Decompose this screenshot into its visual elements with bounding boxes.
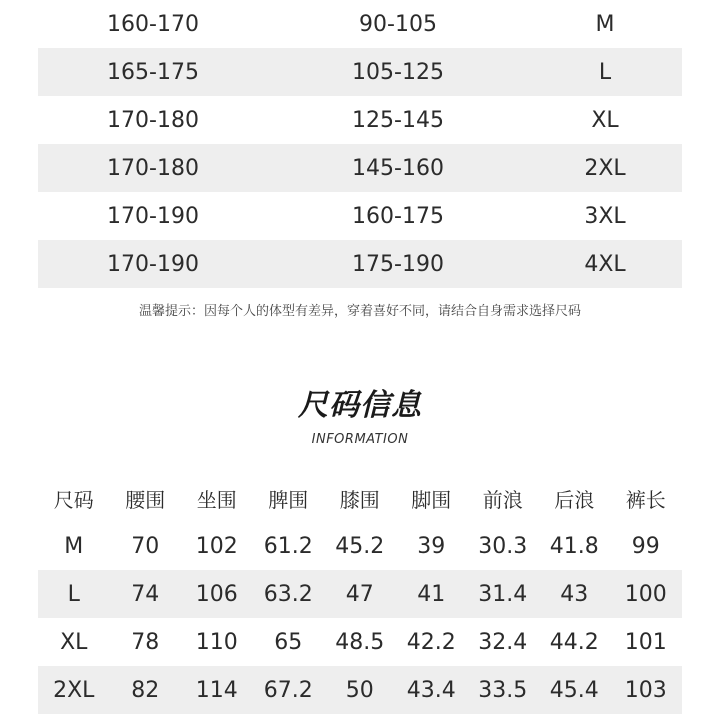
table-cell: 41 <box>417 581 446 607</box>
table-row <box>38 192 682 240</box>
table-cell: 48.5 <box>335 629 385 655</box>
weight-cell: 90-105 <box>359 11 437 37</box>
size-cell: 3XL <box>584 203 626 229</box>
table-cell: 65 <box>274 629 303 655</box>
table-cell: 30.3 <box>478 533 528 559</box>
weight-cell: 125-145 <box>352 107 444 133</box>
size-cell: M <box>595 11 615 37</box>
table-row <box>38 240 682 288</box>
size-cell: 2XL <box>584 155 626 181</box>
table-row <box>38 522 682 570</box>
weight-cell: 160-175 <box>352 203 444 229</box>
column-header: 腰围 <box>125 487 166 512</box>
table-cell: 67.2 <box>263 677 313 703</box>
fit-tip-text: 温馨提示：因每个人的体型有差异，穿着喜好不同，请结合自身需求选择尺码 <box>138 304 581 319</box>
column-header: 裤长 <box>625 487 666 512</box>
table-cell: 32.4 <box>478 629 528 655</box>
table-cell: 45.2 <box>335 533 385 559</box>
table-cell: 102 <box>195 533 238 559</box>
height-cell: 170-180 <box>107 155 199 181</box>
table-cell: M <box>64 533 84 559</box>
table-cell: 31.4 <box>478 581 528 607</box>
table-cell: 47 <box>345 581 374 607</box>
table-row <box>38 48 682 96</box>
table-header-row <box>38 474 682 522</box>
table-cell: 41.8 <box>549 533 599 559</box>
weight-cell: 175-190 <box>352 251 444 277</box>
weight-cell: 105-125 <box>352 59 444 85</box>
height-cell: 170-190 <box>107 251 199 277</box>
table-cell: 45.4 <box>549 677 599 703</box>
table-cell: 74 <box>131 581 160 607</box>
size-cell: XL <box>591 107 619 133</box>
height-cell: 170-180 <box>107 107 199 133</box>
section-subtitle: INFORMATION <box>311 432 409 447</box>
column-header: 脾围 <box>268 487 309 512</box>
size-cell: 4XL <box>584 251 626 277</box>
size-info-table <box>38 474 682 714</box>
weight-cell: 145-160 <box>352 155 444 181</box>
table-cell: 99 <box>631 533 660 559</box>
table-cell: L <box>67 581 80 607</box>
table-row <box>38 144 682 192</box>
table-cell: 61.2 <box>263 533 313 559</box>
table-cell: 82 <box>131 677 160 703</box>
size-cell: L <box>598 59 612 85</box>
table-cell: 2XL <box>53 677 95 703</box>
table-cell: 44.2 <box>549 629 599 655</box>
table-row <box>38 666 682 714</box>
table-cell: 63.2 <box>263 581 313 607</box>
table-cell: 39 <box>417 533 446 559</box>
column-header: 膝围 <box>339 487 380 512</box>
table-cell: 42.2 <box>406 629 456 655</box>
table-cell: 50 <box>345 677 374 703</box>
column-header: 坐围 <box>196 487 237 512</box>
table-cell: 100 <box>624 581 667 607</box>
height-cell: 160-170 <box>107 11 199 37</box>
table-row <box>38 96 682 144</box>
height-cell: 170-190 <box>107 203 199 229</box>
table-row <box>38 0 682 48</box>
table-cell: 78 <box>131 629 160 655</box>
table-cell: 103 <box>624 677 667 703</box>
table-cell: 101 <box>624 629 667 655</box>
column-header: 脚围 <box>411 487 452 512</box>
table-cell: 70 <box>131 533 160 559</box>
column-header: 尺码 <box>53 487 94 512</box>
column-header: 前浪 <box>482 487 523 512</box>
table-cell: 106 <box>195 581 238 607</box>
table-cell: 43 <box>560 581 589 607</box>
column-header: 后浪 <box>554 487 595 512</box>
height-cell: 165-175 <box>107 59 199 85</box>
section-title: 尺码信息 <box>298 388 422 423</box>
table-cell: XL <box>60 629 88 655</box>
table-row <box>38 618 682 666</box>
height-weight-table <box>38 0 682 288</box>
table-cell: 43.4 <box>406 677 456 703</box>
table-row <box>38 570 682 618</box>
table-cell: 114 <box>195 677 238 703</box>
table-cell: 110 <box>195 629 238 655</box>
table-cell: 33.5 <box>478 677 528 703</box>
